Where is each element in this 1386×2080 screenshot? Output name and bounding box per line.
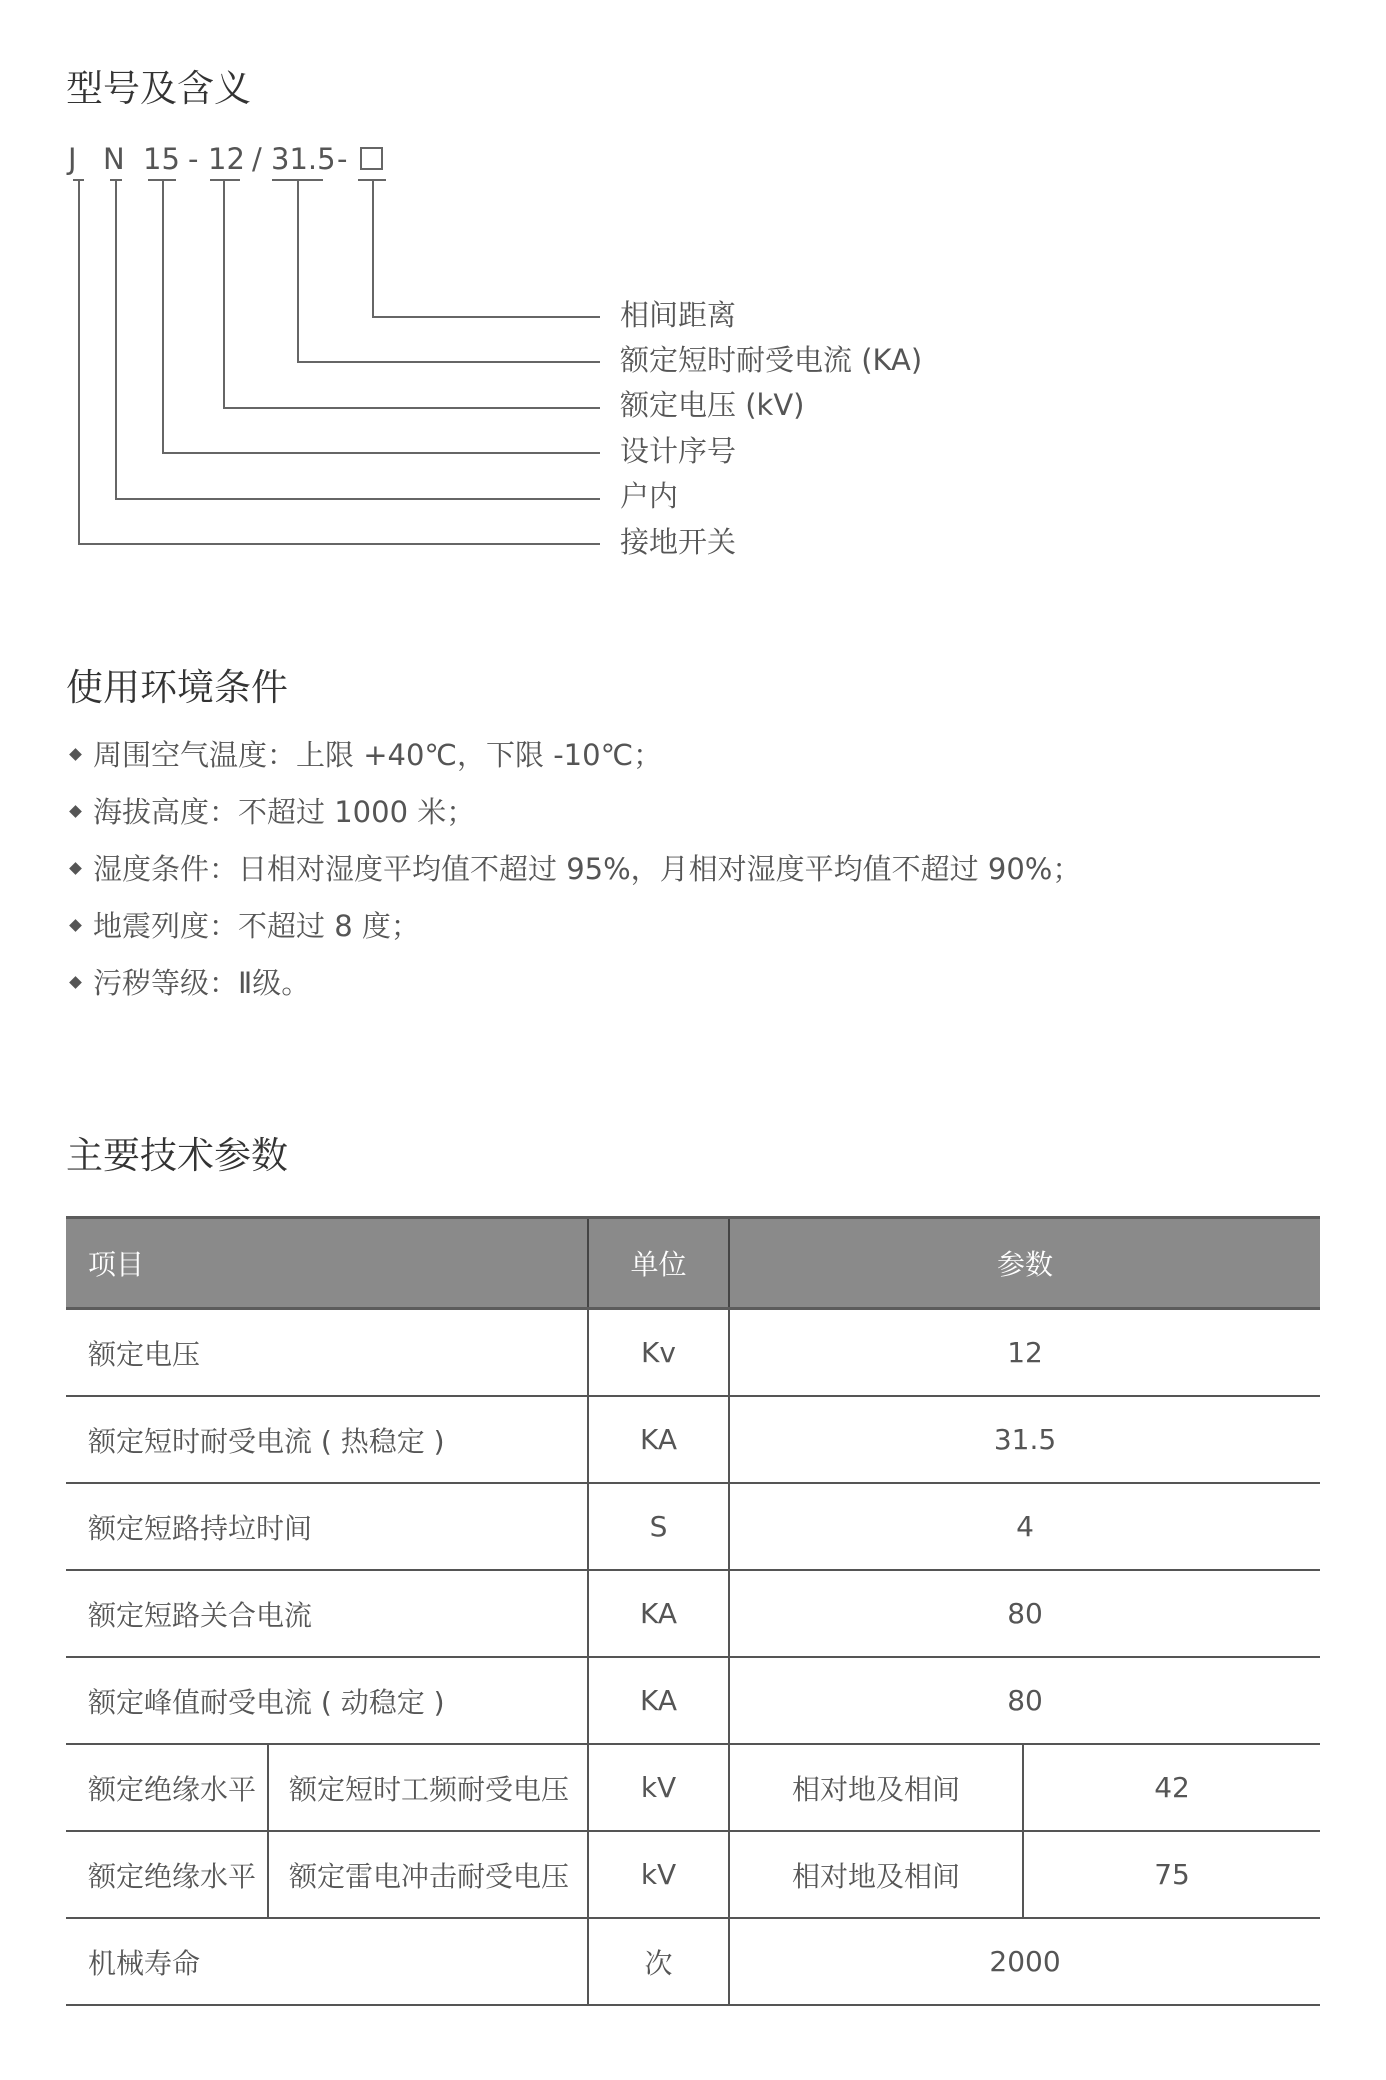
meaning-rated-voltage: 额定电压 (kV)	[620, 388, 805, 422]
env-section-title: 使用环境条件	[66, 666, 288, 709]
meaning-design-number: 设计序号	[620, 434, 737, 468]
cell-unit: kV	[588, 1744, 729, 1831]
code-placeholder-box	[360, 147, 383, 170]
env-condition-list	[66, 737, 1081, 1022]
cell-unit: S	[588, 1483, 729, 1570]
meaning-phase-distance: 相间距离	[620, 298, 737, 332]
diamond-bullet-icon	[69, 976, 82, 989]
model-section-title: 型号及含义	[66, 67, 251, 110]
header-value: 参数	[729, 1218, 1320, 1309]
diamond-bullet-icon	[69, 862, 82, 875]
list-item: 地震列度：不超过 8 度；	[66, 908, 1081, 965]
table-row	[66, 1831, 1320, 1918]
cell-condition: 相对地及相间	[729, 1744, 1023, 1831]
cell-value: 31.5	[729, 1396, 1320, 1483]
cell-unit: KA	[588, 1657, 729, 1744]
cell-item: 额定短路关合电流	[66, 1570, 588, 1657]
model-code-leader-lines	[0, 170, 620, 550]
cell-unit: Kv	[588, 1309, 729, 1397]
cell-item: 额定电压	[66, 1309, 588, 1397]
table-row	[66, 1918, 1320, 2005]
cell-unit: kV	[588, 1831, 729, 1918]
list-item: 周围空气温度：上限 +40℃，下限 -10℃；	[66, 737, 1081, 794]
list-item: 湿度条件：日相对湿度平均值不超过 95%，月相对湿度平均值不超过 90%；	[66, 851, 1081, 908]
cell-value: 80	[729, 1657, 1320, 1744]
cell-item: 额定绝缘水平	[66, 1831, 268, 1918]
cell-unit: KA	[588, 1570, 729, 1657]
cell-unit: 次	[588, 1918, 729, 2005]
meaning-indoor: 户内	[620, 479, 679, 513]
leader-line-12	[210, 180, 600, 408]
table-row	[66, 1744, 1320, 1831]
list-item: 污秽等级：Ⅱ级。	[66, 965, 1081, 1022]
leader-line-box	[358, 180, 600, 317]
diamond-bullet-icon	[69, 805, 82, 818]
code-slash: /	[252, 142, 262, 176]
code-rated-voltage: 12	[208, 142, 245, 176]
cell-item: 机械寿命	[66, 1918, 588, 2005]
code-dash: -	[188, 142, 199, 176]
table-row	[66, 1570, 1320, 1657]
params-section-title: 主要技术参数	[66, 1134, 288, 1177]
table-header-row	[66, 1218, 1320, 1309]
code-rated-current: 31.5	[271, 142, 336, 176]
cell-value: 42	[1023, 1744, 1320, 1831]
cell-value: 12	[729, 1309, 1320, 1397]
cell-sub-item: 额定雷电冲击耐受电压	[268, 1831, 588, 1918]
code-dash: -	[337, 142, 348, 176]
code-letter-n: N	[103, 142, 125, 176]
cell-item: 额定绝缘水平	[66, 1744, 268, 1831]
diamond-bullet-icon	[69, 919, 82, 932]
cell-value: 80	[729, 1570, 1320, 1657]
list-item: 海拔高度：不超过 1000 米；	[66, 794, 1081, 851]
leader-line-31-5	[272, 180, 600, 362]
header-item: 项目	[66, 1218, 588, 1309]
cell-unit: KA	[588, 1396, 729, 1483]
cell-value: 75	[1023, 1831, 1320, 1918]
cell-value: 2000	[729, 1918, 1320, 2005]
cell-item: 额定短时耐受电流 ( 热稳定 )	[66, 1396, 588, 1483]
table-row	[66, 1483, 1320, 1570]
cell-item: 额定峰值耐受电流 ( 动稳定 )	[66, 1657, 588, 1744]
params-table	[66, 1216, 1320, 2006]
table-row	[66, 1396, 1320, 1483]
cell-item: 额定短路持垃时间	[66, 1483, 588, 1570]
meaning-earthing-switch: 接地开关	[620, 525, 737, 559]
header-unit: 单位	[588, 1218, 729, 1309]
cell-condition: 相对地及相间	[729, 1831, 1023, 1918]
diamond-bullet-icon	[69, 748, 82, 761]
table-row	[66, 1309, 1320, 1397]
table-row	[66, 1657, 1320, 1744]
cell-sub-item: 额定短时工频耐受电压	[268, 1744, 588, 1831]
meaning-short-time-current: 额定短时耐受电流 (KA)	[620, 343, 923, 377]
code-design-number: 15	[143, 142, 180, 176]
leader-line-n	[110, 180, 600, 499]
code-letter-j: J	[68, 142, 77, 176]
cell-value: 4	[729, 1483, 1320, 1570]
